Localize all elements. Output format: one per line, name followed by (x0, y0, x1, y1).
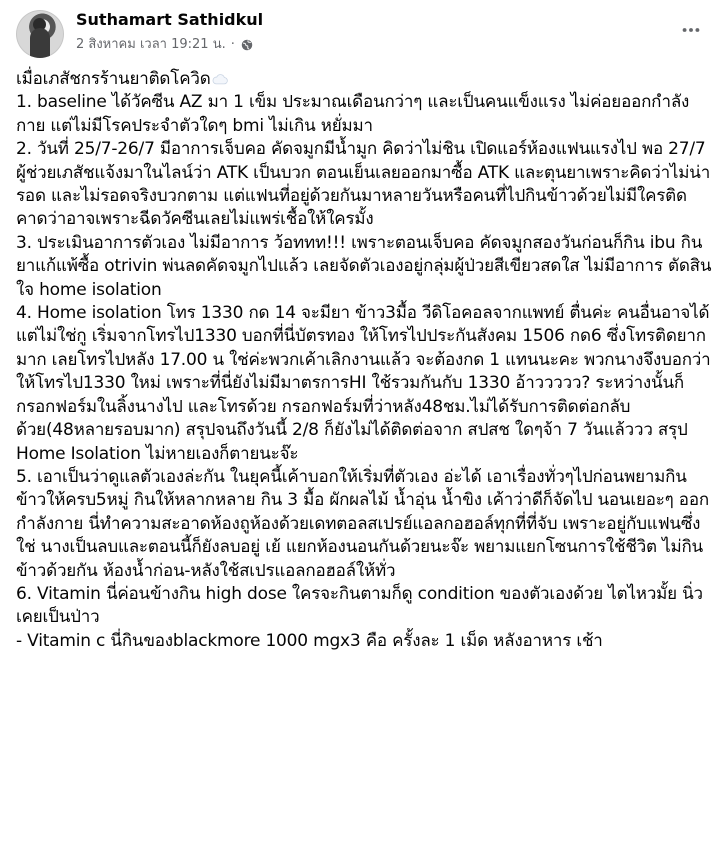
post-timestamp[interactable]: 2 สิงหาคม เวลา 19:21 น. (76, 37, 226, 52)
paragraph-2: 2. วันที่ 25/7-26/7 มีอาการเจ็บคอ คัดจมูกมีน้ำมูก คิดว่าไม่ชิน เปิดแอร์ห้องแฟนแรงไป พอ 27/7 ผู้ช่วยเภสัชแจ้งมาในไลน์ว่า ATK เป็นบวก ตอนเย็นเลยออกมาซื้อ ATK และตุนยาเพราะคิดว่าไม่น่ารอด และไม่รอดจริงบวกตาม แต่แฟนที่อยู่ด้วยกันมาหลายวันหรือคนที่ไปกินข้าวด้วยไม่มีใครติด คาดว่าอาจเพราะฉีดวัคซีนเลยไม่แพร่เชื้อให้ใครมั้ง (16, 139, 711, 230)
post-header (16, 8, 709, 60)
paragraph-6: 6. Vitamin นี่ค่อนข้างกิน high dose ใครจะกินตามก็ดู condition ของตัวเองด้วย ไตไหวมั้ย นิ่วเคยเป็นป่าว (16, 583, 703, 628)
paragraph-4: 4. Home isolation โทร 1330 กด 14 จะมียา ข้าว3มื้อ วีดิโอคอลจากแพทย์ ตื่นค่ะ คนอื่นอาจได้แต่ไม่ใช่กู เริ่มจากโทรไป1330 บอกที่นี่บัตรทอง ให้โทรไปประกันสังคม 1506 กด6 ซึ่งโทรติดยากมาก เลยโทรไปหลัง 17.00 น ใช่ค่ะพวกเค้าเลิกงานแล้ว จะต้องกด 1 แทนนะคะ พวกนางจึงบอกว่า ให้โทรไป1330 ใหม่ เพราะที่นี่ยังไม่มีมาตรการHI ใช้รวมกันกับ 1330 อ้าววววว? ระหว่างนั้นก็กรอกฟอร์มในลิ้งนางไป และโทรด้วย กรอกฟอร์มที่ว่าหลัง48ชม.ไม่ได้รับการติดต่อกลับด้วย(48หลายรอบมาก) สรุปจนถึงวันนี้ 2/8 ก็ยังไม่ได้ติดต่อจาก สปสช ใดๆจ้า 7 วันแล้ววว สรุป Home Isolation ไม่หายเองก็ตายนะจ๊ะ (16, 303, 716, 464)
paragraph-5: 5. เอาเป็นว่าดูแลตัวเองล่ะกัน ในยุคนี้เค้าบอกให้เริ่มที่ตัวเอง อ่ะได้ เอาเรื่องทั่วๆไปก่อนพยามกินข้าวให้ครบ5หมู่ กินให้หลากหลาย กิน 3 มื้อ ผักผลไม้ น้ำอุ่น น้ำขิง เค้าว่าดีก็จัดไป นอนเยอะๆ ออกกำลังกาย นี่ทำความสะอาดห้องถูห้องด้วยเดทตอลสเปรย์แอลกอฮอล์ทุกที่ที่จับ เพราะอยู่กับแฟนซึ่งใช่ นางเป็นลบและตอนนี้ก็ยังลบอยู่ เย้ แยกห้องนอนกันด้วยนะจ๊ะ พยามแยกโซนการใช้ชีวิต ไม่กินข้าวด้วยกัน ห้องน้ำก่อน-หลังใช้สเปรแอลกอฮอล์ให้ทั่ว (16, 466, 709, 581)
post-body (16, 68, 716, 653)
globe-icon[interactable] (241, 39, 253, 51)
post-meta (76, 36, 253, 54)
avatar-figure (30, 28, 50, 58)
paragraph-7: - Vitamin c นี่กินของblackmore 1000 mgx3 คือ ครั้งละ 1 เม็ด หลังอาหาร เช้า (16, 630, 603, 651)
author-name[interactable]: Suthamart Sathidkul (76, 10, 264, 29)
cloud-emoji-icon (212, 74, 228, 85)
more-options-button[interactable] (673, 12, 709, 48)
more-horizontal-icon (680, 19, 702, 41)
post-title: เมื่อเภสัชกรร้านยาติดโควิด (16, 69, 211, 89)
post-title-line (16, 68, 716, 91)
paragraph-3: 3. ประเมินอาการตัวเอง ไม่มีอาการ ว้อททท!!! เพราะตอนเจ็บคอ คัดจมูกสองวันก่อนก็กิน ibu กินยาแก้แพ้ซื้อ otrivin พ่นลดคัดจมูกไปแล้ว เลยจัดตัวเองอยู่กลุ่มผู้ป่วยสีเขียวสดใส ไม่มีอาการ ตัดสินใจ home isolation (16, 232, 712, 300)
meta-separator: · (230, 37, 235, 52)
avatar[interactable] (16, 10, 64, 58)
paragraph-1: 1. baseline ได้วัคซีน AZ มา 1 เข็ม ประมาณเดือนกว่าๆ และเป็นคนแข็งแรง ไม่ค่อยออกกำลังกาย แต่ไม่มีโรคประจำตัวใดๆ bmi ไม่เกิน หยั่มมา (16, 92, 690, 136)
